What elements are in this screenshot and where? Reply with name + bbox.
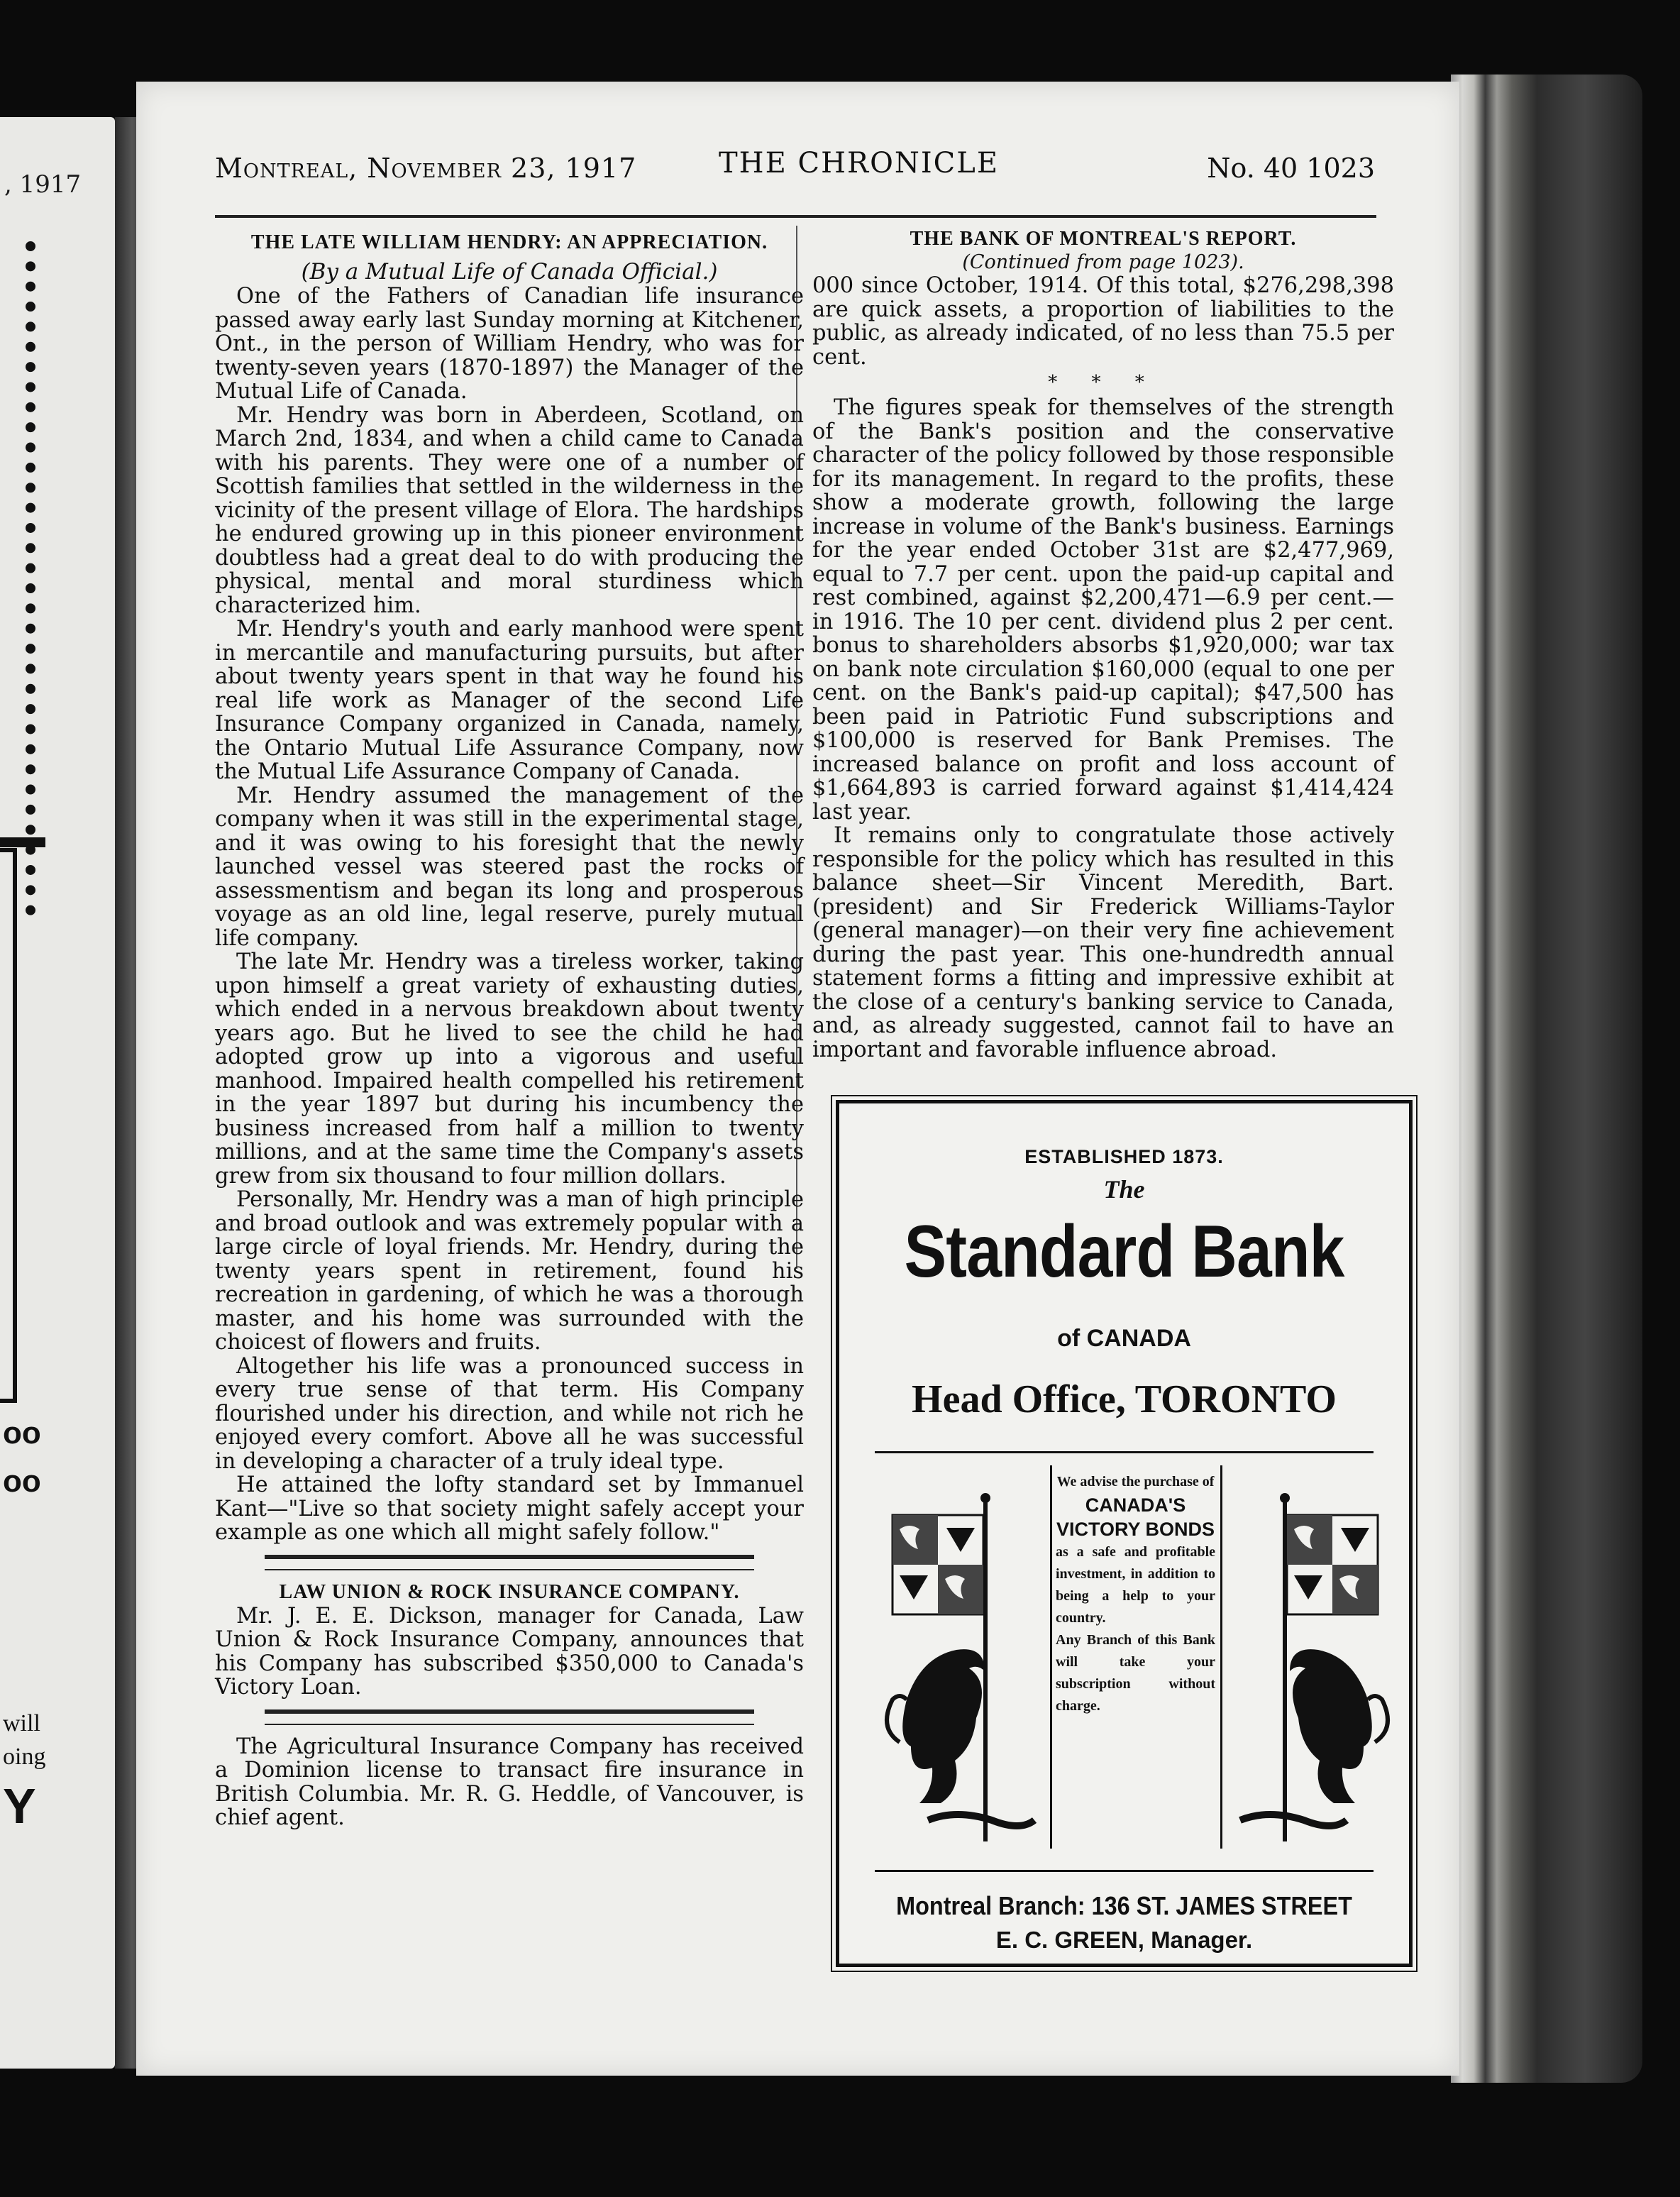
ad-advise-detail: as a safe and profitable investment, in addition to being a help to your country.: [1056, 1544, 1215, 1626]
ad-advise-text: We advise the purchase of: [1056, 1474, 1215, 1490]
hendry-paragraph: The late Mr. Hendry was a tireless worker, taking upon himself a great variety of exhausting duties, which ended in a nervous breakdown about twenty years ago. But he lived to see the child he had adopted grow up into a vigorous and useful manhood. Impaired health compelled his retirement in the year 1897 but during his incumbency the business increased from half a million to twenty millions, and at the same time the Company's assets grew from six thousand to four million dollars.: [215, 949, 804, 1189]
ad-victory-bonds-text: [1056, 1471, 1215, 1717]
ad-established: ESTABLISHED 1873.: [1024, 1146, 1224, 1167]
bank-report-title: THE BANK OF MONTREAL'S REPORT.: [910, 228, 1297, 250]
hendry-paragraph: Mr. Hendry was born in Aberdeen, Scotland, on March 2nd, 1834, and when a child came to Canada with his parents. They were one of a number of Scottish families that settled in the wilderness in the vicinity of the present village of Elora. The hardships he endured growing up in this pioneer environment doubtless had a great deal to do with producing the physical, mental and moral sturdiness which characterized him.: [215, 402, 804, 618]
hendry-paragraph: Mr. Hendry assumed the management of the company when it was still in the experimental stage, and it was owing to his foresight that the newly launched vessel was steered past the rocks of assessmentism and began its long and prosperous voyage as an old line, legal reserve, purely mutual life company.: [215, 783, 804, 951]
facing-ad-box: [0, 848, 17, 1403]
left-column: [215, 231, 804, 1830]
page-edges: [1451, 75, 1642, 2083]
agricultural-paragraph: The Agricultural Insurance Company has received a Dominion license to transact fire insurance in British Columbia. Mr. R. G. Heddle, of Vancouver, is chief agent.: [215, 1734, 804, 1830]
section-rule: [265, 1709, 754, 1725]
ad-head-office: Head Office, TORONTO: [912, 1377, 1337, 1421]
right-column: [812, 227, 1394, 1062]
header-dateline: Montreal, November 23, 1917: [215, 153, 637, 184]
bank-report-paragraph: 000 since October, 1914. Of this total, $276,298,398 are quick assets, a proportion of liabilities to the public, as already indicated, of no less than 75.5 per cent.: [812, 273, 1394, 370]
running-head: [215, 147, 1375, 195]
ad-of-canada: of CANADA: [1057, 1325, 1191, 1352]
ad-branch-manager: E. C. GREEN, Manager.: [995, 1927, 1253, 1953]
header-title: THE CHRONICLE: [719, 147, 1000, 180]
hendry-paragraph: He attained the lofty standard set by Immanuel Kant—"Live so that society might safely accept your example as one which all might safely follow.": [215, 1472, 804, 1545]
ornamental-border: [0, 241, 35, 915]
ad-victory-bonds-heading: CANADA'S VICTORY BONDS: [1056, 1494, 1215, 1540]
ad-column-rule: [1220, 1465, 1222, 1849]
hendry-paragraph: Altogether his life was a pronounced success in every true sense of that term. His Company flourished under his direction, and while not rich he enjoyed every comfort. Above all he was successful in developing a character of a truly ideal type.: [215, 1353, 804, 1474]
hendry-paragraph: Mr. Hendry's youth and early manhood were spent in mercantile and manufacturing pursuits, but after about twenty years spent in that way he found his real life work as Manager of the second Life Insurance Company organized in Canada, namely, the Ontario Mutual Life Assurance Company, now the Mutual Life Assurance Company of Canada.: [215, 617, 804, 784]
ad-rule: [875, 1451, 1374, 1453]
ad-bank-name: Standard Bank: [904, 1211, 1344, 1293]
lawunion-paragraph: Mr. J. E. E. Dickson, manager for Canada, Law Union & Rock Insurance Company, announces that his Company has subscribed $350,000 to Canada's Victory Loan.: [215, 1603, 804, 1700]
standard-bank-advertisement: [836, 1100, 1413, 1967]
ad-subscription-note: Any Branch of this Bank will take your subscription without charge.: [1056, 1632, 1215, 1714]
flag-lion-illustration-right: [1233, 1487, 1396, 1856]
facing-text-fragment: will: [3, 1710, 40, 1736]
section-stars: * * *: [1048, 372, 1159, 393]
bank-report-continued: (Continued from page 1023).: [962, 251, 1244, 273]
facing-page-fragment: [0, 117, 115, 2069]
facing-text-fragment: Y: [3, 1778, 36, 1834]
facing-text-fragment: oo: [3, 1416, 41, 1450]
flag-lion-illustration-left: [878, 1487, 1041, 1856]
ornamental-border-base: [0, 837, 45, 847]
facing-page-year: , 1917: [4, 170, 82, 199]
facing-text-fragment: oing: [3, 1744, 46, 1770]
hendry-paragraph: Personally, Mr. Hendry was a man of high principle and broad outlook and was extremely popular with a large circle of loyal friends. Mr. Hendry, during the twenty years spent in retirement, found his recreation in gardening, of which he was a thorough master, and his home was surrounded with the choicest of flowers and fruits.: [215, 1187, 804, 1355]
bank-report-paragraph: It remains only to congratulate those actively responsible for the policy which has resulted in this balance sheet—Sir Vincent Meredith, Bart. (president) and Sir Frederick Williams-Taylor (general manager)—on their very fine achievement during the past year. This one-hundredth annual statement forms a fitting and impressive exhibit at the close of a century's banking service to Canada, and, as already suggested, cannot fail to have an important and favorable influence abroad.: [812, 823, 1394, 1062]
ad-column-rule: [1050, 1465, 1052, 1849]
section-rule: [265, 1555, 754, 1570]
ad-the: The: [1103, 1175, 1145, 1204]
facing-text-fragment: oo: [3, 1464, 41, 1499]
ad-branch-address: Montreal Branch: 136 ST. JAMES STREET: [896, 1891, 1352, 1920]
hendry-article-title: THE LATE WILLIAM HENDRY: AN APPRECIATION.: [250, 231, 768, 253]
ad-rule: [875, 1870, 1374, 1872]
bank-report-paragraph: The figures speak for themselves of the strength of the Bank's position and the conservative character of the policy followed by those responsible for its management. In regard to the profits, these show a moderate growth, following the large increase in volume of the Bank's business. Earnings for the year ended October 31st are $2,477,969, equal to 7.7 per cent. upon the paid-up capital and rest combined, against $2,200,471—6.9 per cent.—in 1916. The 10 per cent. dividend plus 2 per cent. bonus to shareholders absorbs $1,920,000; war tax on bank note circulation $160,000 (equal to one per cent. on the Bank's paid-up capital); $47,500 has been paid in Patriotic Fund subscriptions and $100,000 is reserved for Bank Premises. The increased balance on profit and loss account of $1,664,893 is carried forward against $1,414,424 last year.: [812, 395, 1394, 825]
header-issue-page: No. 40 1023: [1207, 153, 1375, 184]
hendry-paragraph: One of the Fathers of Canadian life insurance passed away early last Sunday morning at Kitchener, Ont., in the person of William Hendry, who was for twenty-seven years (1870-1897) the Manager of the Mutual Life of Canada.: [215, 284, 804, 404]
hendry-byline: (By a Mutual Life of Canada Official.): [301, 259, 718, 285]
header-rule: [215, 215, 1376, 218]
lawunion-article-title: LAW UNION & ROCK INSURANCE COMPANY.: [279, 1580, 740, 1603]
